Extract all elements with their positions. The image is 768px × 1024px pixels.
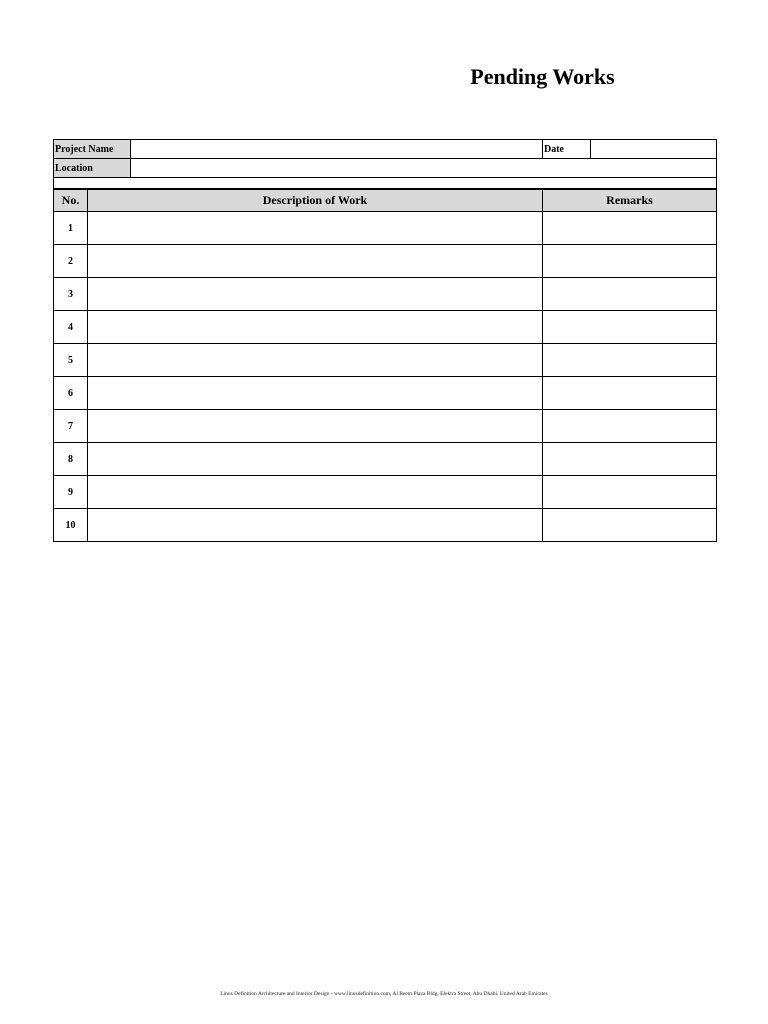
- row-number: 9: [54, 476, 88, 509]
- description-cell[interactable]: [88, 443, 543, 476]
- remarks-cell[interactable]: [543, 311, 717, 344]
- project-name-label: Project Name: [54, 140, 131, 159]
- column-header-remarks: Remarks: [543, 190, 717, 212]
- table-row: [54, 278, 717, 311]
- project-name-field[interactable]: [131, 140, 543, 159]
- description-cell[interactable]: [88, 245, 543, 278]
- row-number: 1: [54, 212, 88, 245]
- table-row: [54, 410, 717, 443]
- remarks-cell[interactable]: [543, 344, 717, 377]
- remarks-cell[interactable]: [543, 443, 717, 476]
- row-number: 4: [54, 311, 88, 344]
- project-name-row: [54, 140, 717, 159]
- table-row: [54, 245, 717, 278]
- remarks-cell[interactable]: [543, 212, 717, 245]
- description-cell[interactable]: [88, 509, 543, 542]
- location-field[interactable]: [131, 159, 717, 178]
- description-cell[interactable]: [88, 476, 543, 509]
- remarks-cell[interactable]: [543, 410, 717, 443]
- table-row: [54, 476, 717, 509]
- column-header-no: No.: [54, 190, 88, 212]
- pending-works-table: [53, 189, 717, 542]
- row-number: 8: [54, 443, 88, 476]
- date-field[interactable]: [591, 140, 717, 159]
- row-number: 7: [54, 410, 88, 443]
- remarks-cell[interactable]: [543, 509, 717, 542]
- description-cell[interactable]: [88, 344, 543, 377]
- remarks-cell[interactable]: [543, 476, 717, 509]
- page-footer: Linus Definition Architecture and Interior Design - www.linusdefinition.com, Al Reem Plaza Bldg, Elektra Street, Abu Dhabi, United Arab Emirates: [220, 991, 548, 997]
- table-row: [54, 344, 717, 377]
- remarks-cell[interactable]: [543, 278, 717, 311]
- description-cell[interactable]: [88, 311, 543, 344]
- row-number: 2: [54, 245, 88, 278]
- remarks-cell[interactable]: [543, 377, 717, 410]
- location-row: [54, 159, 717, 178]
- table-row: [54, 443, 717, 476]
- description-cell[interactable]: [88, 377, 543, 410]
- row-number: 3: [54, 278, 88, 311]
- remarks-cell[interactable]: [543, 245, 717, 278]
- date-label: Date: [543, 140, 591, 159]
- row-number: 6: [54, 377, 88, 410]
- description-cell[interactable]: [88, 278, 543, 311]
- row-number: 5: [54, 344, 88, 377]
- location-label: Location: [54, 159, 131, 178]
- table-header-row: [54, 190, 717, 212]
- column-header-description: Description of Work: [88, 190, 543, 212]
- table-row: [54, 377, 717, 410]
- project-info-table: [53, 139, 717, 189]
- page-title: Pending Works: [470, 64, 615, 89]
- spacer-row: [54, 178, 717, 189]
- table-row: [54, 311, 717, 344]
- description-cell[interactable]: [88, 410, 543, 443]
- description-cell[interactable]: [88, 212, 543, 245]
- table-row: [54, 509, 717, 542]
- table-row: [54, 212, 717, 245]
- spacer-cell: [54, 178, 717, 189]
- row-number: 10: [54, 509, 88, 542]
